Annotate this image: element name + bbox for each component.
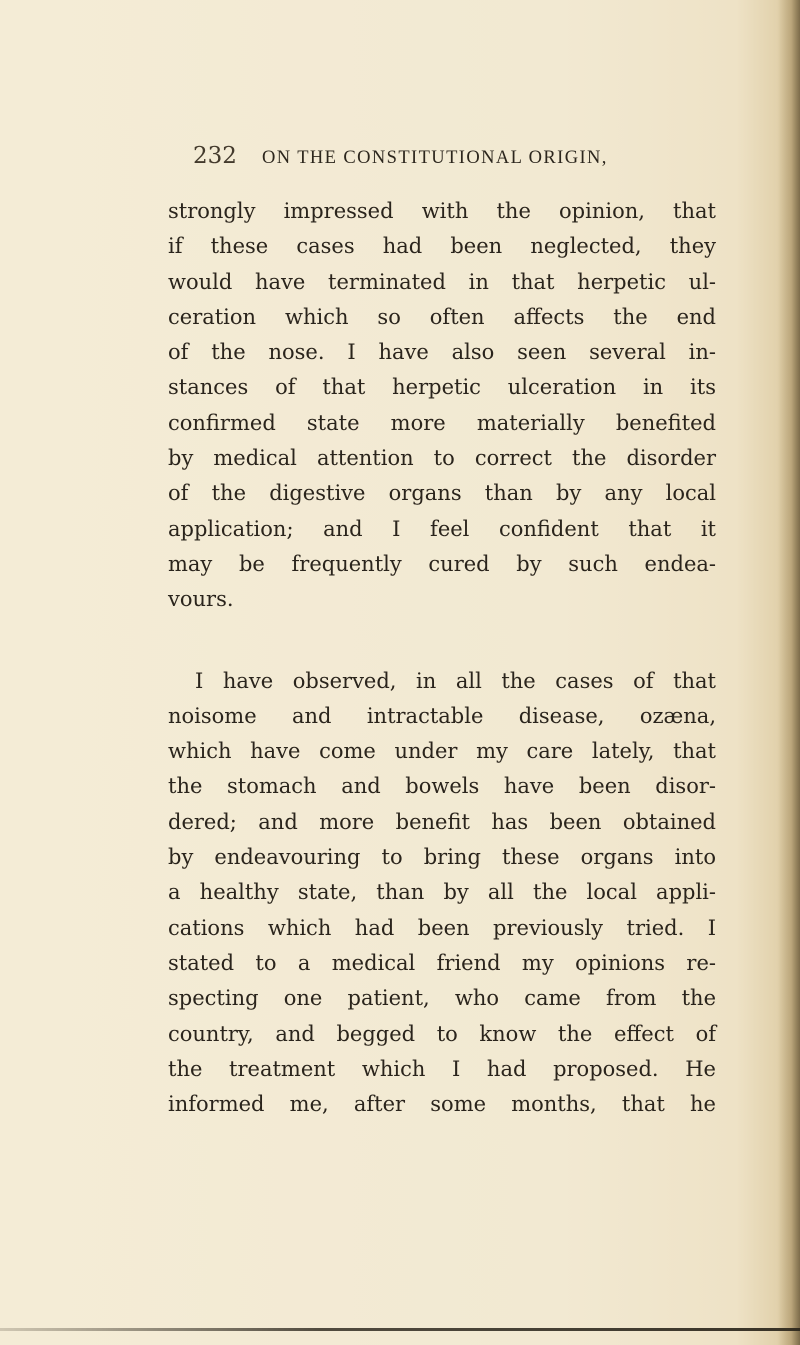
page-bottom-edge [0, 1328, 800, 1331]
text-line: ceration which so often affects the end [168, 304, 716, 329]
text-line: the treatment which I had proposed. He [168, 1056, 716, 1081]
page-edge-shadow [778, 0, 800, 1345]
text-line: noisome and intractable disease, ozæna, [168, 703, 716, 728]
paragraph-gap [168, 618, 716, 664]
text-line: if these cases had been neglected, they [168, 234, 716, 259]
body-text [168, 194, 716, 1122]
text-line: the stomach and bowels have been disor- [168, 774, 716, 799]
text-line: cations which had been previously tried. I [168, 915, 716, 940]
text-line: confirmed state more materially benefited [168, 410, 716, 435]
text-line: which have come under my care lately, that [168, 739, 716, 764]
paragraph-1 [168, 194, 716, 618]
text-line: strongly impressed with the opinion, that [168, 199, 716, 223]
text-line: specting one patient, who came from the [168, 986, 716, 1011]
text-line: dered; and more benefit has been obtained [168, 809, 716, 834]
text-line: application; and I feel confident that it [168, 516, 716, 541]
text-line: would have terminated in that herpetic ul- [168, 269, 716, 294]
running-title: ON THE CONSTITUTIONAL ORIGIN, [262, 148, 608, 168]
text-line: by endeavouring to bring these organs into [168, 845, 716, 870]
text-line: stated to a medical friend my opinions re- [168, 950, 716, 975]
text-line: informed me, after some months, that he [168, 1092, 716, 1117]
text-line: may be frequently cured by such endea- [168, 551, 716, 576]
text-line: country, and begged to know the effect of [168, 1021, 716, 1046]
paragraph-2 [168, 664, 716, 1123]
text-line: of the digestive organs than by any local [168, 481, 716, 506]
text-line: by medical attention to correct the disorder [168, 446, 716, 471]
text-line: stances of that herpetic ulceration in its [168, 375, 716, 400]
text-line: a healthy state, than by all the local appli- [168, 880, 716, 905]
running-head [193, 143, 713, 175]
text-line: of the nose. I have also seen several in- [168, 340, 716, 365]
text-line: vours. [168, 587, 234, 612]
page-number: 232 [193, 143, 237, 169]
text-line: I have observed, in all the cases of that [195, 668, 716, 693]
